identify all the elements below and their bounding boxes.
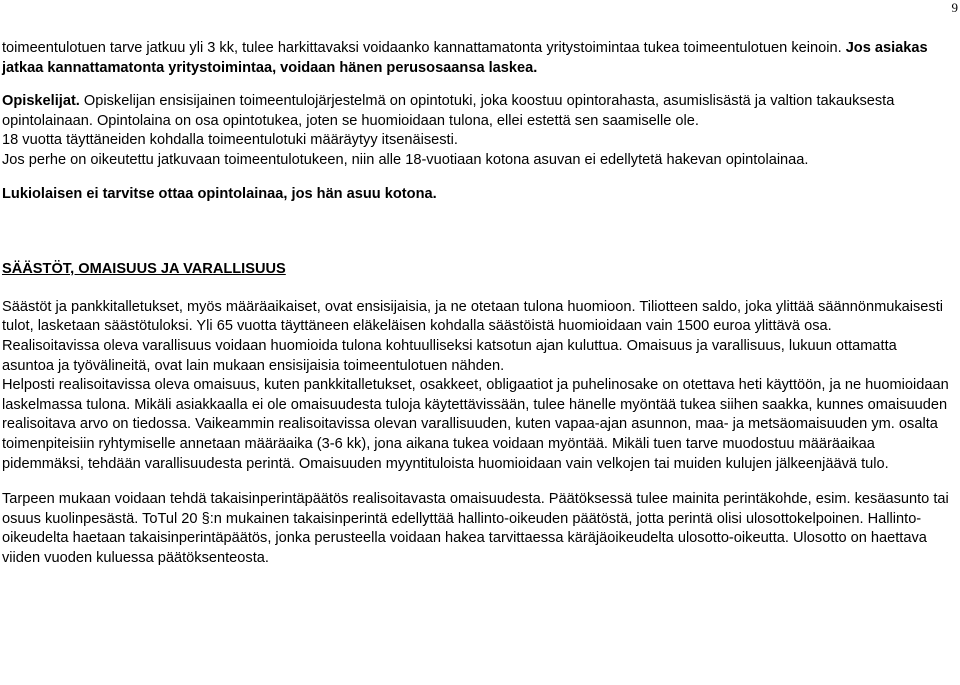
paragraph-assets: Realisoitavissa oleva varallisuus voidaan huomioida tulona kohtuulliseksi katsotun ajan kuluttua. Omaisuus ja varallisuus, lukuun ottamatta asuntoa ja työvälineitä, ovat lain mukaan ensisijaisia toimeentulotuen nähden.: [2, 337, 897, 374]
paragraph-students-18: 18 vuotta täyttäneiden kohdalla toimeentulotuki määräytyy itsenäisesti.: [2, 132, 458, 149]
paragraph-recovery-decision: Tarpeen mukaan voidaan tehdä takaisinperintäpäätös realisoitavasta omaisuudesta. Päätöksessä tulee mainita perintäkohde, esim. kesäasunto tai osuus kuolinpesästä. ToTul 20 §:n mukainen takaisinperintä edellyttää hallinto-oikeuden päätöstä, jotta perintä olisi ulosottokelpoinen. Hallinto-oikeudelta haetaan takaisinperintäpäätös, jonka perusteella voidaan hakea tarvittaessa käräjäoikeudelta ulosotto-oikeutta. Ulosotto on haettava viiden vuoden kuluessa päätöksenteosta.: [2, 491, 949, 566]
students-text: Opiskelijan ensisijainen toimeentulojärjestelmä on opintotuki, joka koostuu opintorahasta, asumislisästä ja valtion takauksesta opintolainaan. Opintolaina on osa opintotukea, joten se huomioidaan tulona, ellei estettä sen saamiselle ole.: [2, 93, 895, 129]
paragraph-liquid-assets: Helposti realisoitavissa oleva omaisuus, kuten pankkitalletukset, osakkeet, obligaatiot ja puhelinosake on otettava heti käyttöön, ja ne huomioidaan laskelmassa tulona. Mikäli asiakkaalla ei ole omaisuudesta tuloja käytettävissään, tulee hänelle myöntää tukea siihen saakka, kunnes omaisuuden realisoitava arvo on tiedossa. Vaikeammin realisoitavissa olevan varallisuuden, kuten vapaa-ajan asunnon, maa- ja metsäomaisuuden ym. osalta toimenpiteisiin ryhtymiselle annetaan määräaika (3-6 kk), jona aikana tukea voidaan myöntää. Mikäli tuen tarve muodostuu määräaikaa pidemmäksi, tehdään varallisuudesta perintä. Omaisuuden myyntituloista huomioidaan vain velkojen tai muiden kulujen jälkeenjäävä tulo.: [2, 377, 949, 472]
students-heading: Opiskelijat.: [2, 93, 80, 110]
paragraph-text: toimeentulotuen tarve jatkuu yli 3 kk, tulee harkittavaksi voidaanko kannattamatonta yritystoimintaa tukea toimeentulotuen keinoin.: [2, 40, 846, 56]
document-body: [2, 39, 952, 568]
page-number: 9: [951, 0, 958, 15]
paragraph-bold-statement: Jos asiakas jatkaa kannattamatonta yritystoimintaa, voidaan hänen perusosaansa laskea.: [2, 40, 928, 76]
paragraph-high-school-note: Lukiolaisen ei tarvitse ottaa opintolainaa, jos hän asuu kotona.: [2, 185, 437, 202]
section-heading-savings: SÄÄSTÖT, OMAISUUS JA VARALLISUUS: [2, 261, 286, 278]
paragraph-students-family: Jos perhe on oikeutettu jatkuvaan toimeentulotukeen, niin alle 18-vuotiaan kotona asuvan ei edellytetä hakevan opintolainaa.: [2, 151, 809, 168]
paragraph-students: [2, 92, 952, 131]
paragraph-savings: Säästöt ja pankkitalletukset, myös määräaikaiset, ovat ensisijaisia, ja ne otetaan tulona huomioon. Tiliotteen saldo, joka ylittää säännönmukaisesti tulot, lasketaan säästötuloksi. Yli 65 vuotta täyttäneen eläkeläisen kohdalla säästöistä huomioidaan vain 1500 euroa ylittävä osa.: [2, 298, 944, 335]
paragraph-business-support: [2, 39, 952, 78]
